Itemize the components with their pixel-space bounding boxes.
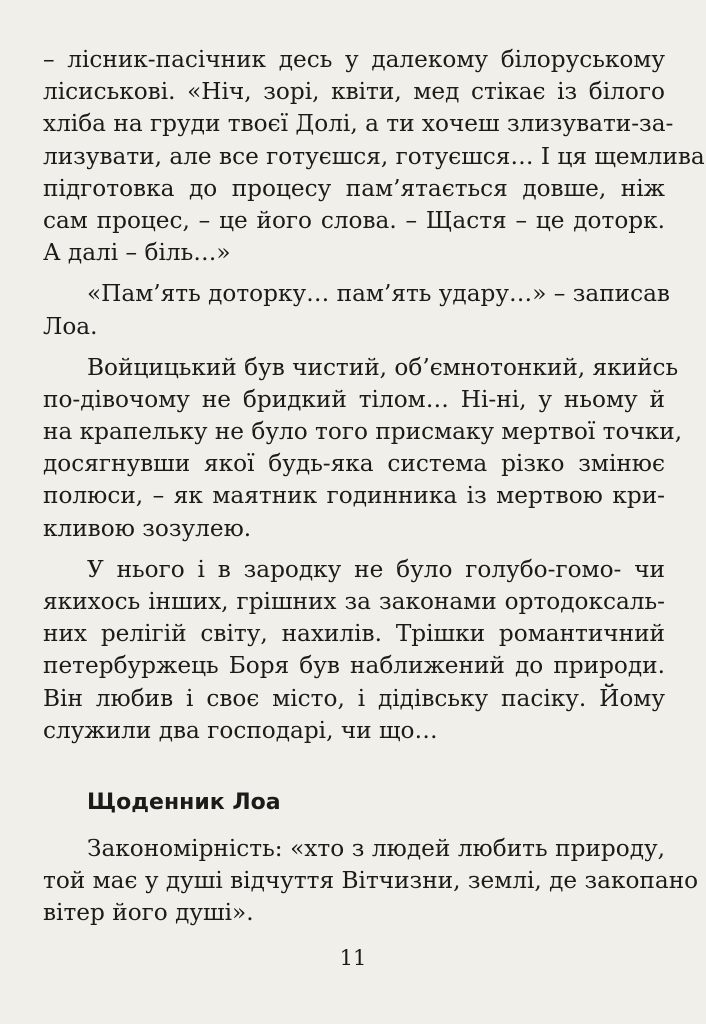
text-line: них релігій світу, нахилів. Трішки романтичний (43, 620, 665, 648)
text-line: сам процес, – це його слова. – Щастя – це доторк. (43, 206, 665, 234)
text-line: А далі – біль…» (43, 239, 231, 267)
text-line: той має у душі відчуття Вітчизни, землі, де закопано (43, 867, 699, 895)
page-text (43, 44, 705, 930)
text-line: Лоа. (43, 312, 98, 340)
text-line: по-дівочому не бридкий тілом… Ні-ні, у ньому й (43, 385, 665, 413)
paragraph (43, 278, 670, 342)
text-line: Він любив і своє місто, і дідівську пасіку. Йому (43, 684, 665, 712)
paragraph (43, 554, 665, 747)
text-line: вітер його душі». (43, 899, 254, 927)
page-number: 11 (339, 946, 367, 970)
paragraph (43, 44, 705, 269)
text-line: лісиськові. «Ніч, зорі, квіти, мед стікає із білого (43, 78, 665, 106)
text-line: досягнувши якої будь-яка система різко змінює (43, 450, 665, 478)
text-line: підготовка до процесу пам’ятається довше, ніж (43, 174, 665, 202)
text-line: Войцицький був чистий, об’ємнотонкий, якийсь (87, 353, 679, 381)
text-line: Закономірність: «хто з людей любить природу, (87, 834, 665, 862)
text-line: У нього і в зародку не було голубо-гомо- чи (87, 555, 665, 583)
text-line: петербуржець Боря був наближений до природи. (43, 652, 665, 680)
text-line: на крапельку не було того присмаку мертвої точки, (43, 418, 683, 446)
text-line: якихось інших, грішних за законами ортодоксаль- (43, 588, 665, 615)
text-line: «Пам’ять доторку… пам’ять удару…» – записав (87, 280, 670, 308)
text-line: служили два господарі, чи що… (43, 716, 438, 744)
text-line: лизувати, але все готуєшся, готуєшся… І ця щемлива (43, 142, 705, 170)
section-heading: Щоденник Лоа (87, 789, 281, 815)
paragraph (43, 833, 699, 930)
text-line: полюси, – як маятник годинника із мертвою кри- (43, 482, 665, 510)
paragraph (43, 352, 683, 545)
text-line: – лісник-пасічник десь у далекому білоруському (43, 46, 665, 73)
text-line: кливою зозулею. (43, 514, 252, 542)
text-line: хліба на груди твоєї Долі, а ти хочеш злизувати-за- (43, 110, 674, 138)
